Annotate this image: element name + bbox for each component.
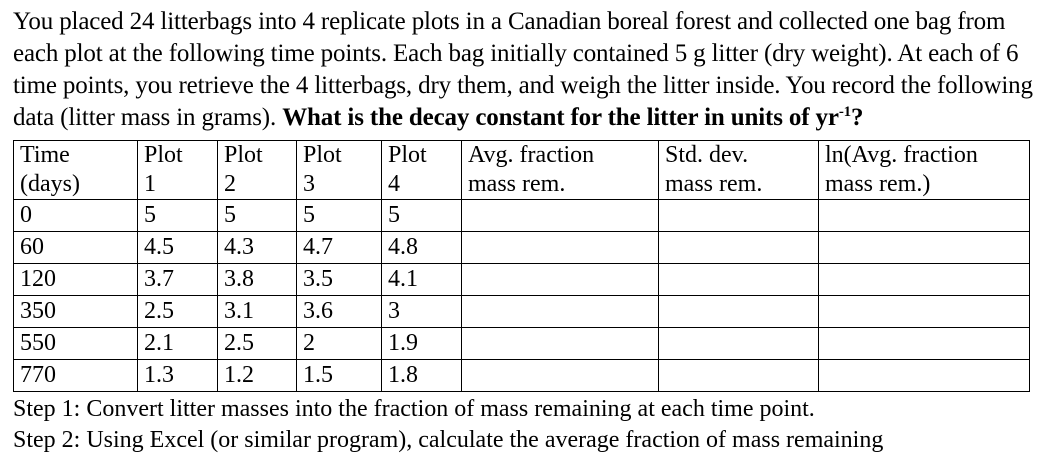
table-cell: 550: [14, 328, 138, 360]
table-cell: [462, 200, 659, 232]
table-cell: 2.1: [138, 328, 218, 360]
table-cell: [659, 200, 819, 232]
table-cell: 3: [382, 296, 462, 328]
header-line: 3: [303, 171, 315, 197]
table-cell: 3.8: [218, 264, 297, 296]
header-line: Plot: [224, 142, 263, 168]
table-cell: 3.6: [297, 296, 382, 328]
table-row: [14, 328, 1030, 360]
header-plot-2: [218, 141, 297, 200]
header-plot-1: [138, 141, 218, 200]
table-cell: [462, 328, 659, 360]
header-ln-avg-fraction: [819, 141, 1030, 200]
question-plain-text: You placed 24 litterbags into 4 replicate plots in a Canadian boreal forest and collected one bag from each plot at the following time points. Each bag initially contained 5 g litter (dry weight). At each of 6 time points, you retrieve the 4 litterbags, dry them, and weigh the litter inside. You record the following data (litter mass in grams).: [13, 8, 1033, 131]
header-line: Plot: [303, 142, 342, 168]
table-cell: [819, 200, 1030, 232]
header-plot-3: [297, 141, 382, 200]
table-row: [14, 232, 1030, 264]
table-cell: 5: [218, 200, 297, 232]
header-line: Plot: [388, 142, 427, 168]
table-cell: 2: [297, 328, 382, 360]
table-cell: 3.7: [138, 264, 218, 296]
table-cell: 3.5: [297, 264, 382, 296]
header-line: Avg. fraction: [468, 142, 595, 168]
table-cell: [462, 360, 659, 392]
header-line: (days): [20, 171, 80, 197]
document-page: [13, 6, 1033, 453]
header-line: mass rem.: [665, 171, 763, 197]
header-line: ln(Avg. fraction: [825, 142, 978, 168]
table-cell: 5: [297, 200, 382, 232]
table-cell: 0: [14, 200, 138, 232]
table-cell: [462, 232, 659, 264]
table-cell: [819, 296, 1030, 328]
header-line: 4: [388, 171, 400, 197]
table-cell: 4.1: [382, 264, 462, 296]
table-cell: 4.3: [218, 232, 297, 264]
table-cell: [659, 360, 819, 392]
table-body: [14, 200, 1030, 392]
table-cell: [462, 264, 659, 296]
table-cell: 5: [382, 200, 462, 232]
table-cell: 5: [138, 200, 218, 232]
table-row: [14, 296, 1030, 328]
table-cell: 770: [14, 360, 138, 392]
header-line: Plot: [144, 142, 183, 168]
header-line: 2: [224, 171, 236, 197]
table-cell: 1.2: [218, 360, 297, 392]
table-cell: [819, 360, 1030, 392]
table-cell: 4.7: [297, 232, 382, 264]
header-avg-fraction: [462, 141, 659, 200]
header-plot-4: [382, 141, 462, 200]
header-std-dev: [659, 141, 819, 200]
table-cell: 2.5: [218, 328, 297, 360]
table-cell: 1.8: [382, 360, 462, 392]
header-line: mass rem.): [825, 171, 931, 197]
table-cell: [659, 296, 819, 328]
header-line: Time: [20, 142, 70, 168]
truncated-next-line: Step 2: Using Excel (or similar program), calculate the average fraction of mass remaining: [13, 427, 884, 453]
table-cell: 120: [14, 264, 138, 296]
header-line: mass rem.: [468, 171, 566, 197]
table-cell: 2.5: [138, 296, 218, 328]
table-cell: [819, 232, 1030, 264]
table-cell: [659, 264, 819, 296]
question-bold-main: What is the decay constant for the litter in units of yr: [282, 104, 839, 131]
table-row: [14, 264, 1030, 296]
table-header-row: [14, 141, 1030, 200]
question-text: [13, 6, 1033, 134]
question-bold-text: [282, 104, 863, 131]
header-line: 1: [144, 171, 156, 197]
question-bold-end: ?: [851, 104, 864, 131]
table-cell: [659, 232, 819, 264]
table-cell: 1.9: [382, 328, 462, 360]
table-cell: [819, 264, 1030, 296]
step-1-text: Step 1: Convert litter masses into the fraction of mass remaining at each time point.: [13, 396, 815, 422]
table-cell: 4.5: [138, 232, 218, 264]
table-cell: 60: [14, 232, 138, 264]
table-cell: 4.8: [382, 232, 462, 264]
table-cell: [659, 328, 819, 360]
table-cell: 3.1: [218, 296, 297, 328]
table-cell: 350: [14, 296, 138, 328]
table-cell: [819, 328, 1030, 360]
table-row: [14, 200, 1030, 232]
litter-data-table: [13, 140, 1030, 392]
table-cell: 1.3: [138, 360, 218, 392]
header-line: Std. dev.: [665, 142, 749, 168]
unit-superscript: -1: [838, 104, 852, 120]
table-cell: 1.5: [297, 360, 382, 392]
header-time: [14, 141, 138, 200]
table-cell: [462, 296, 659, 328]
table-row: [14, 360, 1030, 392]
